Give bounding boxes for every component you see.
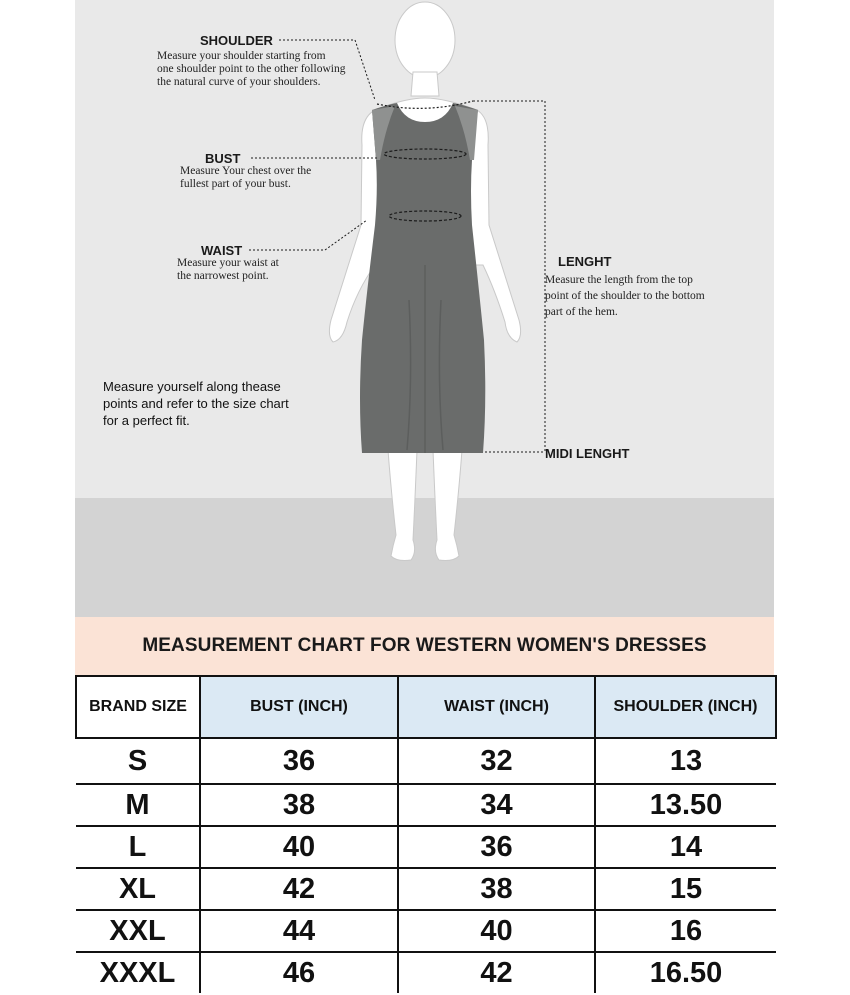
waist-cell: 38: [398, 868, 595, 910]
size-cell: XXXL: [76, 952, 200, 993]
chart-title: MEASUREMENT CHART FOR WESTERN WOMEN'S DRESSES: [142, 635, 707, 656]
waist-cell: 40: [398, 910, 595, 952]
size-table: [75, 675, 777, 993]
header-brand-size: BRAND SIZE: [76, 676, 200, 738]
size-cell: L: [76, 826, 200, 868]
table-row: [76, 738, 776, 784]
shoulder-cell: 13.50: [595, 784, 776, 826]
header-bust: BUST (INCH): [200, 676, 398, 738]
size-cell: M: [76, 784, 200, 826]
length-description: Measure the length from the top point of the shoulder to the bottom part of the hem.: [545, 274, 705, 318]
shoulder-cell: 16: [595, 910, 776, 952]
table-header-row: [76, 676, 776, 738]
shoulder-description: Measure your shoulder starting from one shoulder point to the other following the natural curve of your shoulders.: [157, 50, 346, 88]
waist-cell: 36: [398, 826, 595, 868]
table-row: [76, 868, 776, 910]
instruction-note: Measure yourself along thease points and refer to the size chart for a perfect fit.: [103, 379, 289, 428]
shoulder-cell: 13: [595, 738, 776, 784]
shoulder-cell: 15: [595, 868, 776, 910]
size-cell: XL: [76, 868, 200, 910]
shoulder-cell: 14: [595, 826, 776, 868]
header-shoulder: SHOULDER (INCH): [595, 676, 776, 738]
waist-label: WAIST: [201, 243, 243, 258]
shoulder-label: SHOULDER: [200, 33, 273, 48]
waist-description: Measure your waist at the narrowest point.: [177, 257, 279, 282]
measurement-illustration: [75, 0, 774, 617]
length-label: LENGHT: [558, 254, 612, 269]
table-row: [76, 826, 776, 868]
bust-cell: 38: [200, 784, 398, 826]
waist-cell: 34: [398, 784, 595, 826]
header-waist: WAIST (INCH): [398, 676, 595, 738]
size-cell: S: [127, 744, 148, 777]
waist-cell: 42: [398, 952, 595, 993]
size-cell: XXL: [76, 910, 200, 952]
bust-description: Measure Your chest over the fullest part of your bust.: [180, 165, 312, 190]
shoulder-cell: 16.50: [595, 952, 776, 993]
table-row: [76, 784, 776, 826]
bust-cell: 36: [200, 738, 398, 784]
bust-label: BUST: [205, 151, 241, 166]
table-row: [76, 910, 776, 952]
bust-cell: 46: [200, 952, 398, 993]
table-row: [76, 952, 776, 993]
bust-cell: 42: [200, 868, 398, 910]
bust-cell: 44: [200, 910, 398, 952]
bust-cell: 40: [200, 826, 398, 868]
midi-length-label: MIDI LENGHT: [545, 446, 630, 461]
waist-cell: 32: [398, 738, 595, 784]
chart-title-band: [75, 617, 774, 675]
